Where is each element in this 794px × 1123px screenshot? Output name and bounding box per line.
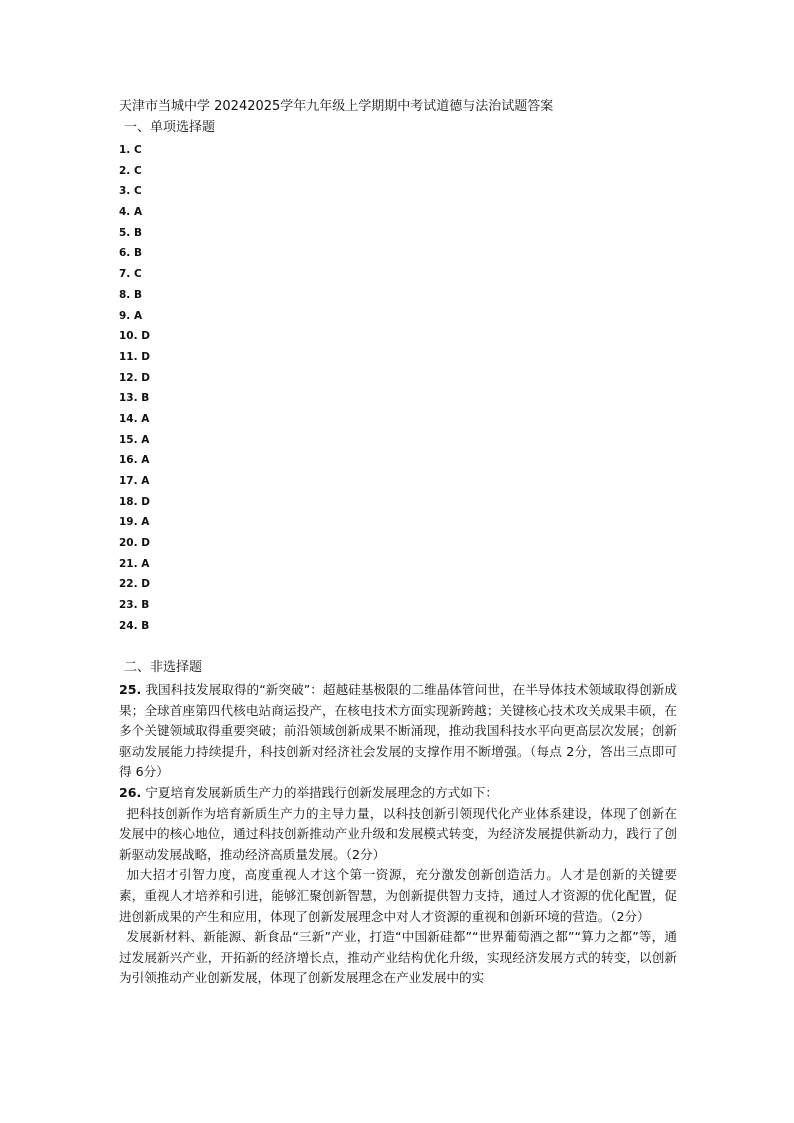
- answer-text: 我国科技发展取得的“新突破”：超越硅基极限的二维晶体管问世，在半导体技术领域取得创新成果；全球首座第四代核电站商运投产，在核电技术方面实现新跨越；关键核心技术攻关成果丰硕，在多个关键领域取得重要突破；前沿领域创新成果不断涌现，推动我国科技水平向更高层次发展；创新驱动发展能力持续提升，科技创新对经济社会发展的支撑作用不断增强。（每点 2分，答出三点即可得 6分）: [119, 682, 677, 780]
- answer-item: 4. A: [119, 206, 143, 219]
- answer-item: 2. C: [119, 164, 142, 177]
- answer-item: 20. D: [119, 537, 150, 550]
- answer-item: 24. B: [119, 619, 150, 632]
- answer-q26-point-1: 把科技创新作为培育新质生产力的主导力量，以科技创新引领现代化产业体系建设，体现了创新在发展中的核心地位，通过科技创新推动产业升级和发展模式转变，为经济发展提供新动力，践行了创新驱动发展战略，推动经济高质量发展。（2分）: [119, 805, 677, 862]
- answer-item: 6. B: [119, 247, 142, 260]
- answer-item: 7. C: [119, 268, 142, 281]
- document-title: 天津市当城中学 20242025学年九年级上学期期中考试道德与法治试题答案: [119, 99, 554, 114]
- question-number: 26.: [119, 784, 142, 800]
- answer-item: 23. B: [119, 599, 150, 612]
- answer-item: 14. A: [119, 412, 150, 425]
- answer-item: 10. D: [119, 330, 150, 343]
- answer-item: 19. A: [119, 516, 150, 529]
- question-number: 25.: [119, 682, 142, 697]
- answer-item: 1. C: [119, 144, 142, 156]
- answer-item: 15. A: [119, 433, 150, 446]
- answer-item: 16. A: [119, 454, 150, 467]
- section-heading-single-choice: 一、单项选择题: [124, 120, 216, 135]
- answer-item: 5. B: [119, 226, 142, 239]
- section-heading-non-choice: 二、非选择题: [124, 660, 203, 675]
- answer-item: 11. D: [119, 350, 150, 363]
- answer-item: 17. A: [119, 475, 150, 487]
- answer-item: 8. B: [119, 288, 142, 301]
- answer-item: 21. A: [119, 557, 150, 570]
- answer-item: 3. C: [119, 185, 142, 198]
- answer-q25: [119, 680, 677, 783]
- answer-item: 13. B: [119, 392, 150, 405]
- answer-item: 9. A: [119, 309, 143, 322]
- answer-q26-point-3: 发展新材料、新能源、新食品“三新”产业，打造“中国新硅都”“世界葡萄酒之都”“算力之都”等，通过发展新兴产业，开拓新的经济增长点，推动产业结构优化升级，实现经济发展方式的转变，以创新为引领推动产业创新发展，体现了创新发展理念在产业发展中的实: [119, 929, 677, 986]
- answer-list: [119, 140, 150, 637]
- answer-item: 22. D: [119, 578, 150, 591]
- answer-q26-intro: [119, 783, 677, 804]
- answer-item: 12. D: [119, 371, 150, 384]
- answer-item: 18. D: [119, 495, 150, 508]
- non-choice-answers: [119, 680, 677, 989]
- answer-text: 宁夏培育发展新质生产力的举措践行创新发展理念的方式如下：: [145, 784, 498, 800]
- answer-q26-point-2: 加大招才引智力度，高度重视人才这个第一资源，充分激发创新创造活力。人才是创新的关键要素，重视人才培养和引进，能够汇聚创新智慧，为创新提供智力支持，通过人才资源的优化配置，促进创新成果的产生和应用，体现了创新发展理念中对人才资源的重视和创新环境的营造。（2分）: [119, 867, 677, 924]
